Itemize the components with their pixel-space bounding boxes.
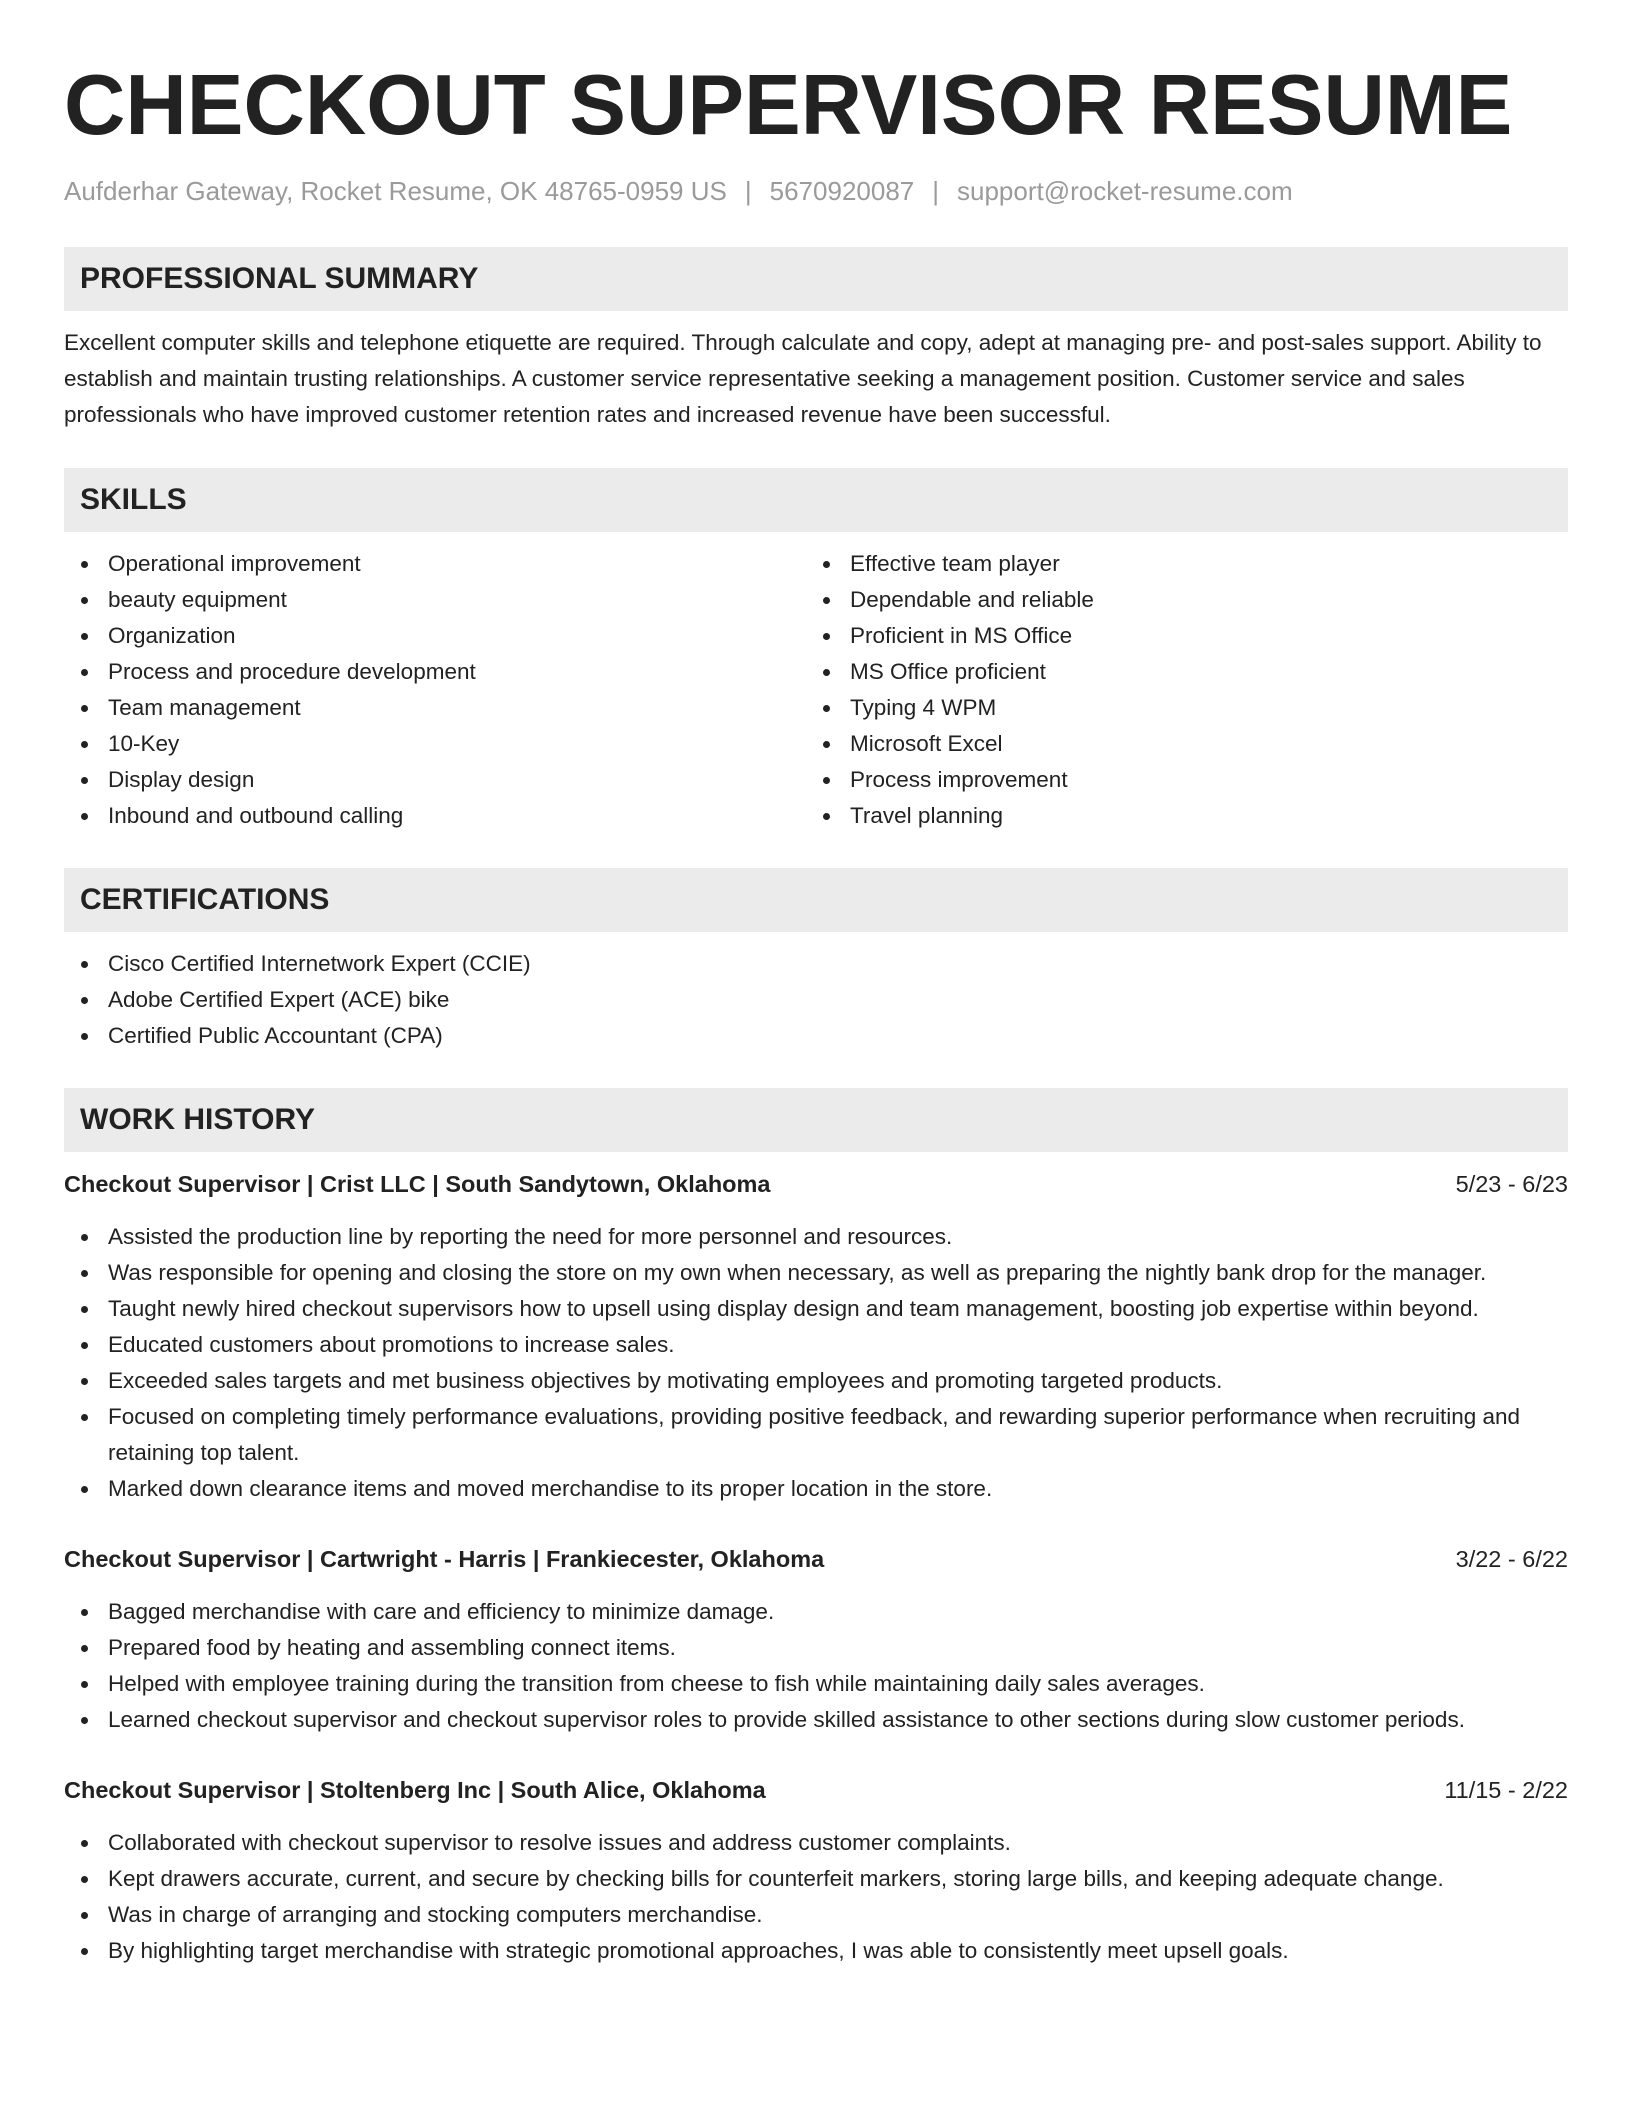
skill-item: Microsoft Excel xyxy=(806,726,1548,762)
job-bullet: Assisted the production line by reporting the need for more personnel and resources. xyxy=(64,1219,1568,1255)
job-bullet: Educated customers about promotions to increase sales. xyxy=(64,1327,1568,1363)
job-header xyxy=(64,1541,1568,1577)
job-entry xyxy=(64,1166,1568,1507)
certification-item: Certified Public Accountant (CPA) xyxy=(64,1018,1568,1054)
skill-item: 10-Key xyxy=(64,726,806,762)
skill-item: Effective team player xyxy=(806,546,1548,582)
skill-item: beauty equipment xyxy=(64,582,806,618)
job-header xyxy=(64,1166,1568,1202)
summary-heading: PROFESSIONAL SUMMARY xyxy=(64,247,1568,311)
certification-item: Adobe Certified Expert (ACE) bike xyxy=(64,982,1568,1018)
skill-item: Proficient in MS Office xyxy=(806,618,1548,654)
skill-item: Typing 4 WPM xyxy=(806,690,1548,726)
skills-grid xyxy=(64,546,1568,834)
skill-item: Inbound and outbound calling xyxy=(64,798,806,834)
job-bullet: Kept drawers accurate, current, and secure by checking bills for counterfeit markers, storing large bills, and keeping adequate change. xyxy=(64,1861,1568,1897)
skills-list-right xyxy=(806,546,1548,834)
job-header xyxy=(64,1772,1568,1808)
skill-item: Dependable and reliable xyxy=(806,582,1548,618)
job-bullet: Helped with employee training during the transition from cheese to fish while maintaining daily sales averages. xyxy=(64,1666,1568,1702)
skill-item: Process and procedure development xyxy=(64,654,806,690)
job-bullets xyxy=(64,1594,1568,1738)
job-dates: 5/23 - 6/23 xyxy=(1455,1171,1568,1197)
job-entry xyxy=(64,1541,1568,1738)
skills-list-left xyxy=(64,546,806,834)
contact-phone: 5670920087 xyxy=(769,176,915,206)
certifications-heading: CERTIFICATIONS xyxy=(64,868,1568,932)
contact-address: Aufderhar Gateway, Rocket Resume, OK 48765-0959 US xyxy=(64,176,727,206)
job-bullet: Exceeded sales targets and met business objectives by motivating employees and promoting targeted products. xyxy=(64,1363,1568,1399)
skill-item: MS Office proficient xyxy=(806,654,1548,690)
job-bullet: Bagged merchandise with care and efficiency to minimize damage. xyxy=(64,1594,1568,1630)
job-bullet: Taught newly hired checkout supervisors how to upsell using display design and team management, boosting job expertise within beyond. xyxy=(64,1291,1568,1327)
job-dates: 11/15 - 2/22 xyxy=(1444,1777,1568,1803)
skills-heading: SKILLS xyxy=(64,468,1568,532)
job-bullet: Marked down clearance items and moved merchandise to its proper location in the store. xyxy=(64,1471,1568,1507)
job-dates: 3/22 - 6/22 xyxy=(1455,1546,1568,1572)
job-entry xyxy=(64,1772,1568,1969)
job-bullets xyxy=(64,1219,1568,1507)
job-bullet: By highlighting target merchandise with strategic promotional approaches, I was able to consistently meet upsell goals. xyxy=(64,1933,1568,1969)
job-bullet: Prepared food by heating and assembling connect items. xyxy=(64,1630,1568,1666)
job-bullets xyxy=(64,1825,1568,1969)
certifications-list xyxy=(64,946,1568,1054)
resume-title: CHECKOUT SUPERVISOR RESUME xyxy=(64,58,1513,153)
job-bullet: Focused on completing timely performance evaluations, providing positive feedback, and rewarding superior performance when recruiting and retaining top talent. xyxy=(64,1399,1568,1471)
summary-text: Excellent computer skills and telephone etiquette are required. Through calculate and copy, adept at managing pre- and post-sales support. Ability to establish and maintain trusting relationships. A customer service representative seeking a management position. Customer service and sales professionals who have improved customer retention rates and increased revenue have been successful. xyxy=(64,330,1542,427)
contact-line xyxy=(64,174,1568,208)
resume-page xyxy=(64,0,1568,1969)
job-title: Checkout Supervisor | Stoltenberg Inc | South Alice, Oklahoma xyxy=(64,1777,766,1803)
skill-item: Operational improvement xyxy=(64,546,806,582)
skill-item: Travel planning xyxy=(806,798,1548,834)
skill-item: Process improvement xyxy=(806,762,1548,798)
skill-item: Organization xyxy=(64,618,806,654)
contact-email[interactable]: support@rocket-resume.com xyxy=(957,176,1293,206)
certification-item: Cisco Certified Internetwork Expert (CCIE) xyxy=(64,946,1568,982)
job-bullet: Was in charge of arranging and stocking computers merchandise. xyxy=(64,1897,1568,1933)
work-history-heading: WORK HISTORY xyxy=(64,1088,1568,1152)
contact-separator: | xyxy=(932,176,940,206)
job-bullet: Collaborated with checkout supervisor to resolve issues and address customer complaints. xyxy=(64,1825,1568,1861)
skill-item: Team management xyxy=(64,690,806,726)
job-bullet: Was responsible for opening and closing the store on my own when necessary, as well as preparing the nightly bank drop for the manager. xyxy=(64,1255,1568,1291)
contact-separator: | xyxy=(744,176,752,206)
job-title: Checkout Supervisor | Cartwright - Harris | Frankiecester, Oklahoma xyxy=(64,1546,825,1572)
skill-item: Display design xyxy=(64,762,806,798)
job-bullet: Learned checkout supervisor and checkout supervisor roles to provide skilled assistance to other sections during slow customer periods. xyxy=(64,1702,1568,1738)
job-title: Checkout Supervisor | Crist LLC | South Sandytown, Oklahoma xyxy=(64,1171,771,1197)
